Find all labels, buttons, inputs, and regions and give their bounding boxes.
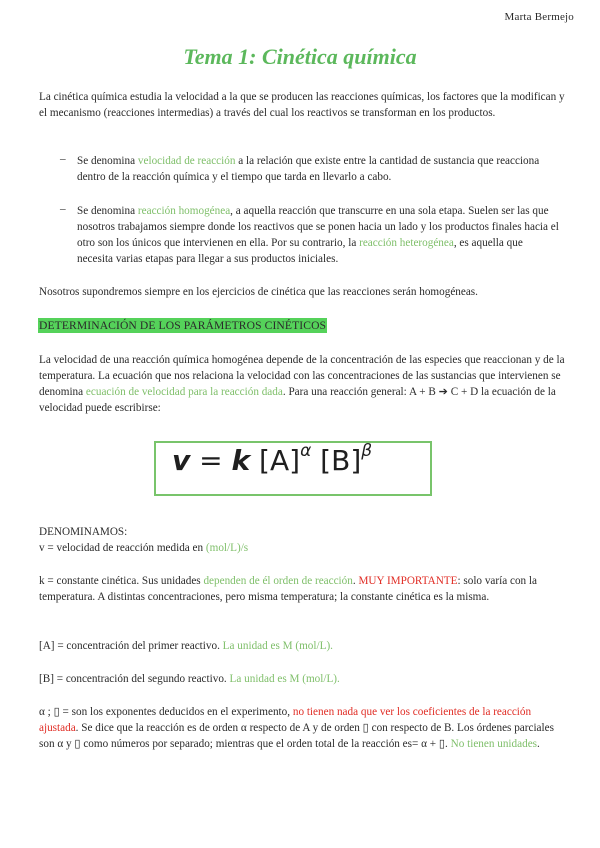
term-velocidad-reaccion: velocidad de reacción <box>137 155 236 167</box>
bullet-homogenea: Se denomina reacción homogénea, a aquella reacción que transcurre en una sola etapa. Suelen ser las que nosotros trabajamos siempre donde los reactivos que se ponen hacia un lado y los productos finales hacia el otro son los únicos que intervienen en ella. Por su contrario, la reacción heterogénea, es aquella que necesita varias etapas para llegar a sus productos iniciales. <box>77 205 559 266</box>
definition-v: v = velocidad de reacción medida en (mol/L)/s <box>39 542 249 554</box>
definition-exponents: α ; ▯ = son los exponentes deducidos en el experimento, no tienen nada que ver los coeficientes de la reacción ajustada. Se dice que la reacción es de orden α respecto de A y de orden ▯ con respecto de B. Los órdenes parciales son α y ▯ como números por separado; mientras que el orden total de la reacción es= α + ▯. No tienen unidades. <box>39 706 554 751</box>
definition-B: [B] = concentración del segundo reactivo. La unidad es M (mol/L). <box>39 673 340 685</box>
intro-paragraph: La cinética química estudia la velocidad a la que se producen las reacciones químicas, los factores que la modifican y el mecanismo (reacciones intermedias) a través del cual los reactivos se transforman en los productos. <box>39 91 565 120</box>
section-heading: DETERMINACIÓN DE LOS PARÁMETROS CINÉTICOS <box>39 319 327 332</box>
important-note: MUY IMPORTANTE <box>358 575 458 587</box>
definition-k: k = constante cinética. Sus unidades dependen de él orden de reacción. MUY IMPORTANTE: solo varía con la temperatura. A distintas concentraciones, pero misma temperatura; la constante cinética es la misma. <box>39 575 537 604</box>
note-paragraph: Nosotros supondremos siempre en los ejercicios de cinética que las reacciones serán homogéneas. <box>39 286 478 298</box>
definition-A: [A] = concentración del primer reactivo. La unidad es M (mol/L). <box>39 640 333 652</box>
bullet-velocidad: Se denomina velocidad de reacción a la relación que existe entre la cantidad de sustancia que reacciona dentro de la reacción química y el tiempo que tarda en llevarlo a cabo. <box>77 155 540 184</box>
definitions-label: DENOMINAMOS: <box>39 526 128 538</box>
section-paragraph: La velocidad de una reacción química homogénea depende de la concentración de las especies que reaccionan y de la temperatura. La ecuación que nos relaciona la velocidad con las concentraciones de las sustancias que intervienen se denomina ecuación de velocidad para la reacción dada. Para una reacción general: A + B ➔ C + D la ecuación de la velocidad puede escribirse: <box>39 354 565 415</box>
author-name: Marta Bermejo <box>504 11 574 23</box>
bullet-dash: – <box>60 203 66 215</box>
term-ecuacion-velocidad: ecuación de velocidad para la reacción dada <box>85 386 283 399</box>
rate-equation: v = k $[A]^\alpha$ $[B]^\beta$ <box>172 440 373 477</box>
bullet-dash: – <box>60 153 66 165</box>
term-reaccion-heterogenea: reacción heterogénea <box>359 237 454 250</box>
page-title: Tema 1: Cinética química <box>183 44 417 69</box>
term-reaccion-homogenea: reacción homogénea <box>137 205 231 217</box>
